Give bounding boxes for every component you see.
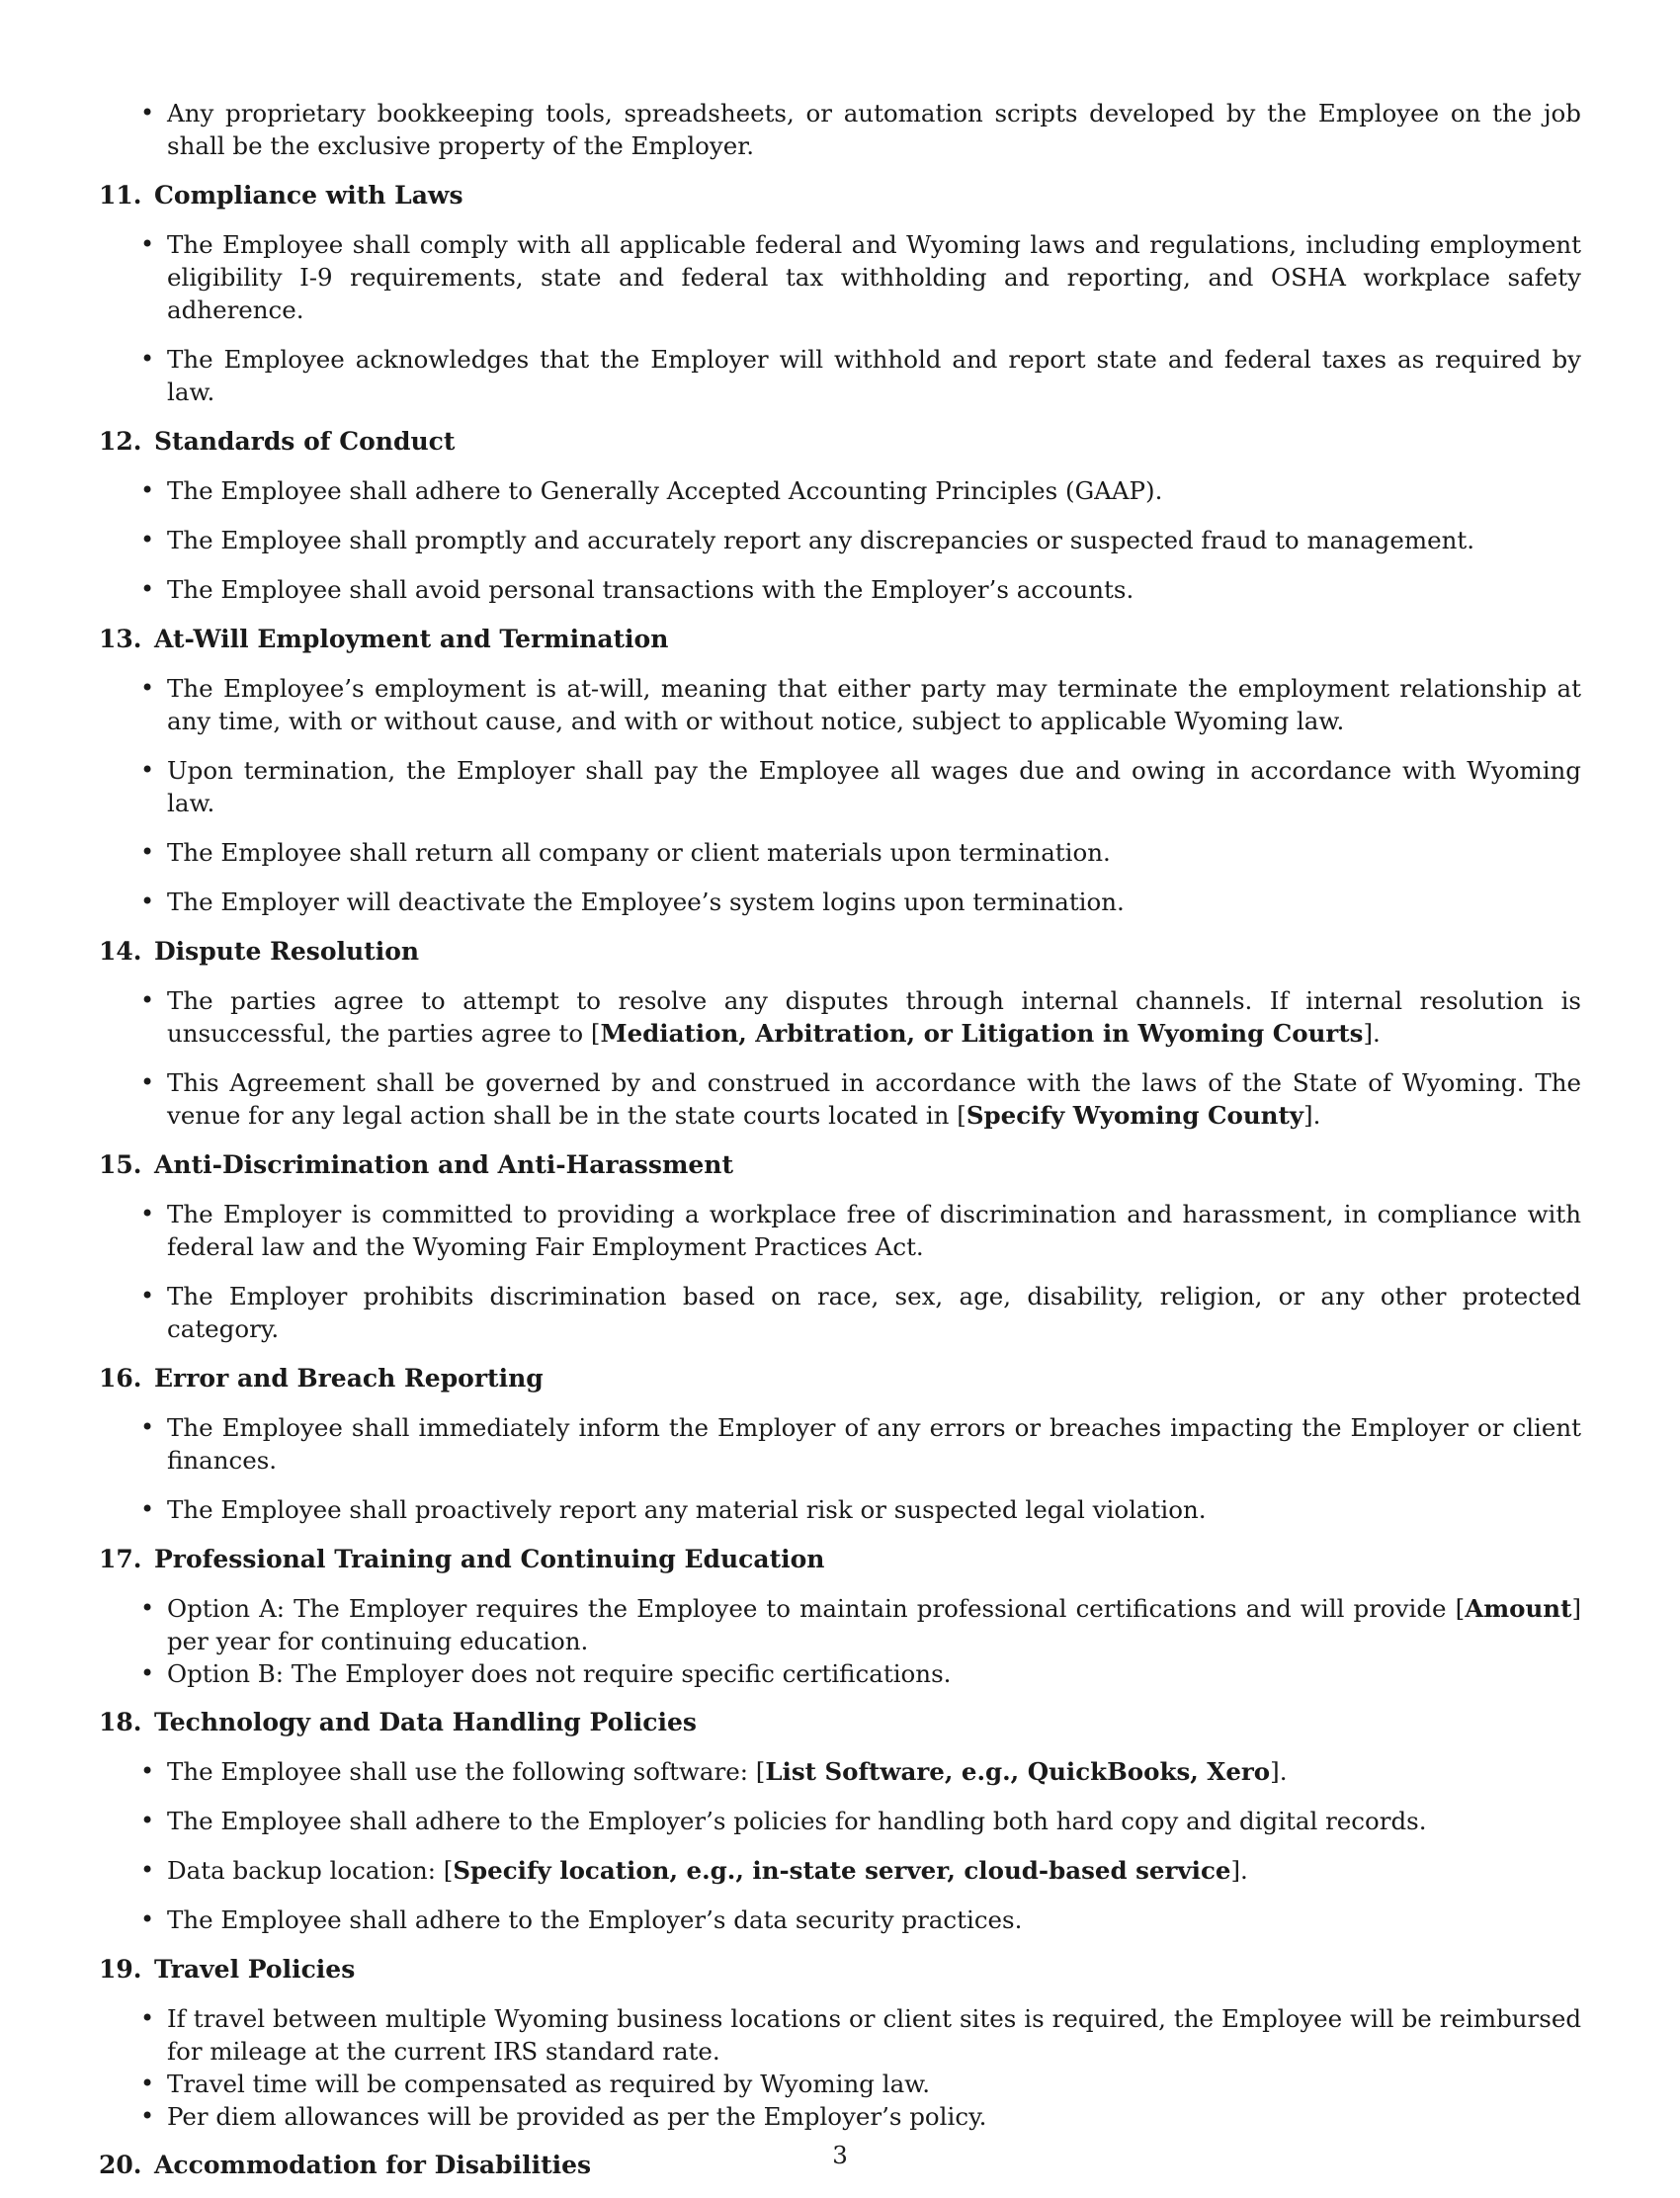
bullet-icon: • (140, 230, 155, 258)
bullet-text: The Employee shall immediately inform the Employer of any errors or breaches impacting the Employer or client finances. (167, 1413, 1581, 1475)
section-title: Professional Training and Continuing Education (154, 1545, 825, 1573)
bullet-icon: • (140, 1200, 155, 1227)
section-number: 12. (99, 427, 142, 456)
list-item (99, 2100, 1581, 2133)
list-item (99, 2002, 1581, 2068)
continued-bullet-list (99, 97, 1581, 162)
list-item (99, 1066, 1581, 1132)
list-item (99, 228, 1581, 326)
section-title: Accommodation for Disabilities (154, 2151, 592, 2179)
bullet-icon: • (140, 99, 155, 127)
bullet-icon: • (140, 345, 155, 373)
section-title: Error and Breach Reporting (154, 1364, 544, 1393)
list-item (99, 984, 1581, 1050)
section-heading-15 (99, 1148, 1581, 1181)
bullet-icon: • (140, 1495, 155, 1523)
list-item (99, 1657, 1581, 1690)
list-item (99, 1280, 1581, 1345)
bullet-text: The Employee shall return all company or client materials upon termination. (167, 838, 1111, 867)
bullet-text: Travel time will be compensated as required by Wyoming law. (167, 2070, 931, 2098)
bullet-icon: • (140, 1659, 155, 1687)
bullet-text: The Employee shall use the following software: [ (167, 1757, 766, 1786)
list-item (99, 836, 1581, 869)
bullet-icon: • (140, 476, 155, 504)
list-item (99, 573, 1581, 606)
section-heading-17 (99, 1543, 1581, 1575)
bullet-text: The Employee shall promptly and accurately report any discrepancies or suspected fraud to management. (167, 526, 1474, 554)
bullet-text: The Employee’s employment is at-will, meaning that either party may terminate the employment relationship at any time, with or without cause, and with or without notice, subject to applicable Wyoming law. (167, 674, 1581, 735)
bullet-text: The parties agree to attempt to resolve any disputes through internal channels. If internal resolution is unsuccessful, the parties agree to [ (167, 986, 1581, 1048)
section-heading-11 (99, 179, 1581, 211)
section-number: 18. (99, 1708, 142, 1736)
bullet-icon: • (140, 838, 155, 866)
list-item (99, 1198, 1581, 1263)
section-17-bullets (99, 1592, 1581, 1690)
section-title: Standards of Conduct (154, 427, 456, 456)
bullet-text: The Employee shall comply with all applicable federal and Wyoming laws and regulations, including employment eligibility I-9 requirements, state and federal tax withholding and reporting, and OSHA workplace safety adherence. (167, 230, 1581, 324)
section-heading-16 (99, 1362, 1581, 1395)
bullet-icon: • (140, 1594, 155, 1622)
section-13-bullets (99, 672, 1581, 918)
placeholder-field: Mediation, Arbitration, or Litigation in Wyoming Courts (600, 1019, 1364, 1048)
bullet-icon: • (140, 526, 155, 553)
bullet-icon: • (140, 1282, 155, 1310)
section-title: Technology and Data Handling Policies (154, 1708, 697, 1736)
section-title: At-Will Employment and Termination (154, 625, 669, 653)
section-18-bullets (99, 1755, 1581, 1936)
bullet-text: Data backup location: [ (167, 1856, 454, 1885)
bullet-text: ]. (1303, 1101, 1321, 1130)
bullet-icon: • (140, 1757, 155, 1785)
section-12-bullets (99, 474, 1581, 606)
bullet-icon: • (140, 986, 155, 1014)
section-title: Dispute Resolution (154, 937, 420, 966)
section-number: 14. (99, 937, 142, 966)
bullet-text: Per diem allowances will be provided as per the Employer’s policy. (167, 2102, 987, 2131)
section-number: 19. (99, 1955, 142, 1984)
bullet-text: ]. (1363, 1019, 1381, 1048)
bullet-text: Option B: The Employer does not require specific certifications. (167, 1659, 952, 1688)
section-19-bullets (99, 2002, 1581, 2133)
list-item (99, 754, 1581, 819)
list-item (99, 1805, 1581, 1837)
bullet-icon: • (140, 1807, 155, 1834)
section-heading-19 (99, 1953, 1581, 1986)
bullet-text: The Employee shall adhere to the Employer’s data security practices. (167, 1905, 1023, 1934)
list-item (99, 474, 1581, 507)
section-11-bullets (99, 228, 1581, 408)
section-title: Travel Policies (154, 1955, 356, 1984)
list-item (99, 1854, 1581, 1887)
placeholder-field: Amount (1465, 1594, 1572, 1623)
bullet-text: Option A: The Employer requires the Employee to maintain professional certifications and will provide [ (167, 1594, 1466, 1623)
bullet-icon: • (140, 2070, 155, 2097)
section-number: 16. (99, 1364, 142, 1393)
placeholder-field: Specify Wyoming County (966, 1101, 1304, 1130)
list-item (99, 1493, 1581, 1526)
section-15-bullets (99, 1198, 1581, 1345)
section-number: 17. (99, 1545, 142, 1573)
bullet-text: The Employee shall proactively report any material risk or suspected legal violation. (167, 1495, 1207, 1524)
bullet-icon: • (140, 1068, 155, 1096)
list-item (99, 524, 1581, 556)
placeholder-field: Specify location, e.g., in-state server, cloud-based service (453, 1856, 1231, 1885)
bullet-icon: • (140, 575, 155, 603)
bullet-text: Upon termination, the Employer shall pay the Employee all wages due and owing in accordance with Wyoming law. (167, 756, 1581, 817)
section-14-bullets (99, 984, 1581, 1132)
list-item (99, 97, 1581, 162)
list-item (99, 886, 1581, 918)
bullet-text: The Employer will deactivate the Employee’s system logins upon termination. (167, 888, 1125, 916)
bullet-icon: • (140, 888, 155, 915)
section-heading-18 (99, 1706, 1581, 1738)
list-item (99, 672, 1581, 737)
section-heading-14 (99, 935, 1581, 968)
bullet-text: The Employee shall adhere to the Employer’s policies for handling both hard copy and digital records. (167, 1807, 1427, 1835)
bullet-text: The Employee shall adhere to Generally Accepted Accounting Principles (GAAP). (167, 476, 1163, 505)
list-item (99, 1903, 1581, 1936)
bullet-text: ] per year for continuing education. (167, 1594, 1581, 1655)
document-page (99, 97, 1581, 2198)
section-heading-12 (99, 425, 1581, 458)
list-item (99, 1755, 1581, 1788)
bullet-text: Any proprietary bookkeeping tools, spreadsheets, or automation scripts developed by the Employee on the job shall be the exclusive property of the Employer. (167, 99, 1581, 160)
bullet-text: ]. (1230, 1856, 1248, 1885)
section-number: 11. (99, 181, 142, 210)
section-title: Compliance with Laws (154, 181, 463, 210)
bullet-icon: • (140, 2004, 155, 2032)
bullet-text: If travel between multiple Wyoming business locations or client sites is required, the Employee will be reimbursed for mileage at the current IRS standard rate. (167, 2004, 1581, 2066)
list-item (99, 2068, 1581, 2100)
page-number: 3 (832, 2141, 848, 2169)
list-item (99, 1592, 1581, 1657)
bullet-icon: • (140, 2102, 155, 2130)
section-number: 13. (99, 625, 142, 653)
section-number: 15. (99, 1150, 142, 1179)
bullet-icon: • (140, 1413, 155, 1441)
bullet-text: ]. (1270, 1757, 1288, 1786)
section-number: 20. (99, 2151, 142, 2179)
bullet-icon: • (140, 674, 155, 702)
bullet-icon: • (140, 1905, 155, 1933)
section-title: Anti-Discrimination and Anti-Harassment (154, 1150, 734, 1179)
bullet-text: The Employee shall avoid personal transactions with the Employer’s accounts. (167, 575, 1134, 604)
section-heading-13 (99, 623, 1581, 655)
bullet-icon: • (140, 756, 155, 784)
bullet-text: The Employee acknowledges that the Employer will withhold and report state and federal taxes as required by law. (167, 345, 1581, 406)
section-16-bullets (99, 1411, 1581, 1526)
bullet-text: This Agreement shall be governed by and construed in accordance with the laws of the State of Wyoming. The venue for any legal action shall be in the state courts located in [ (167, 1068, 1581, 1130)
bullet-text: The Employer is committed to providing a workplace free of discrimination and harassment, in compliance with federal law and the Wyoming Fair Employment Practices Act. (167, 1200, 1581, 1261)
placeholder-field: List Software, e.g., QuickBooks, Xero (765, 1757, 1271, 1786)
list-item (99, 343, 1581, 408)
list-item (99, 1411, 1581, 1477)
bullet-text: The Employer prohibits discrimination based on race, sex, age, disability, religion, or any other protected category. (167, 1282, 1581, 1343)
bullet-icon: • (140, 1856, 155, 1884)
